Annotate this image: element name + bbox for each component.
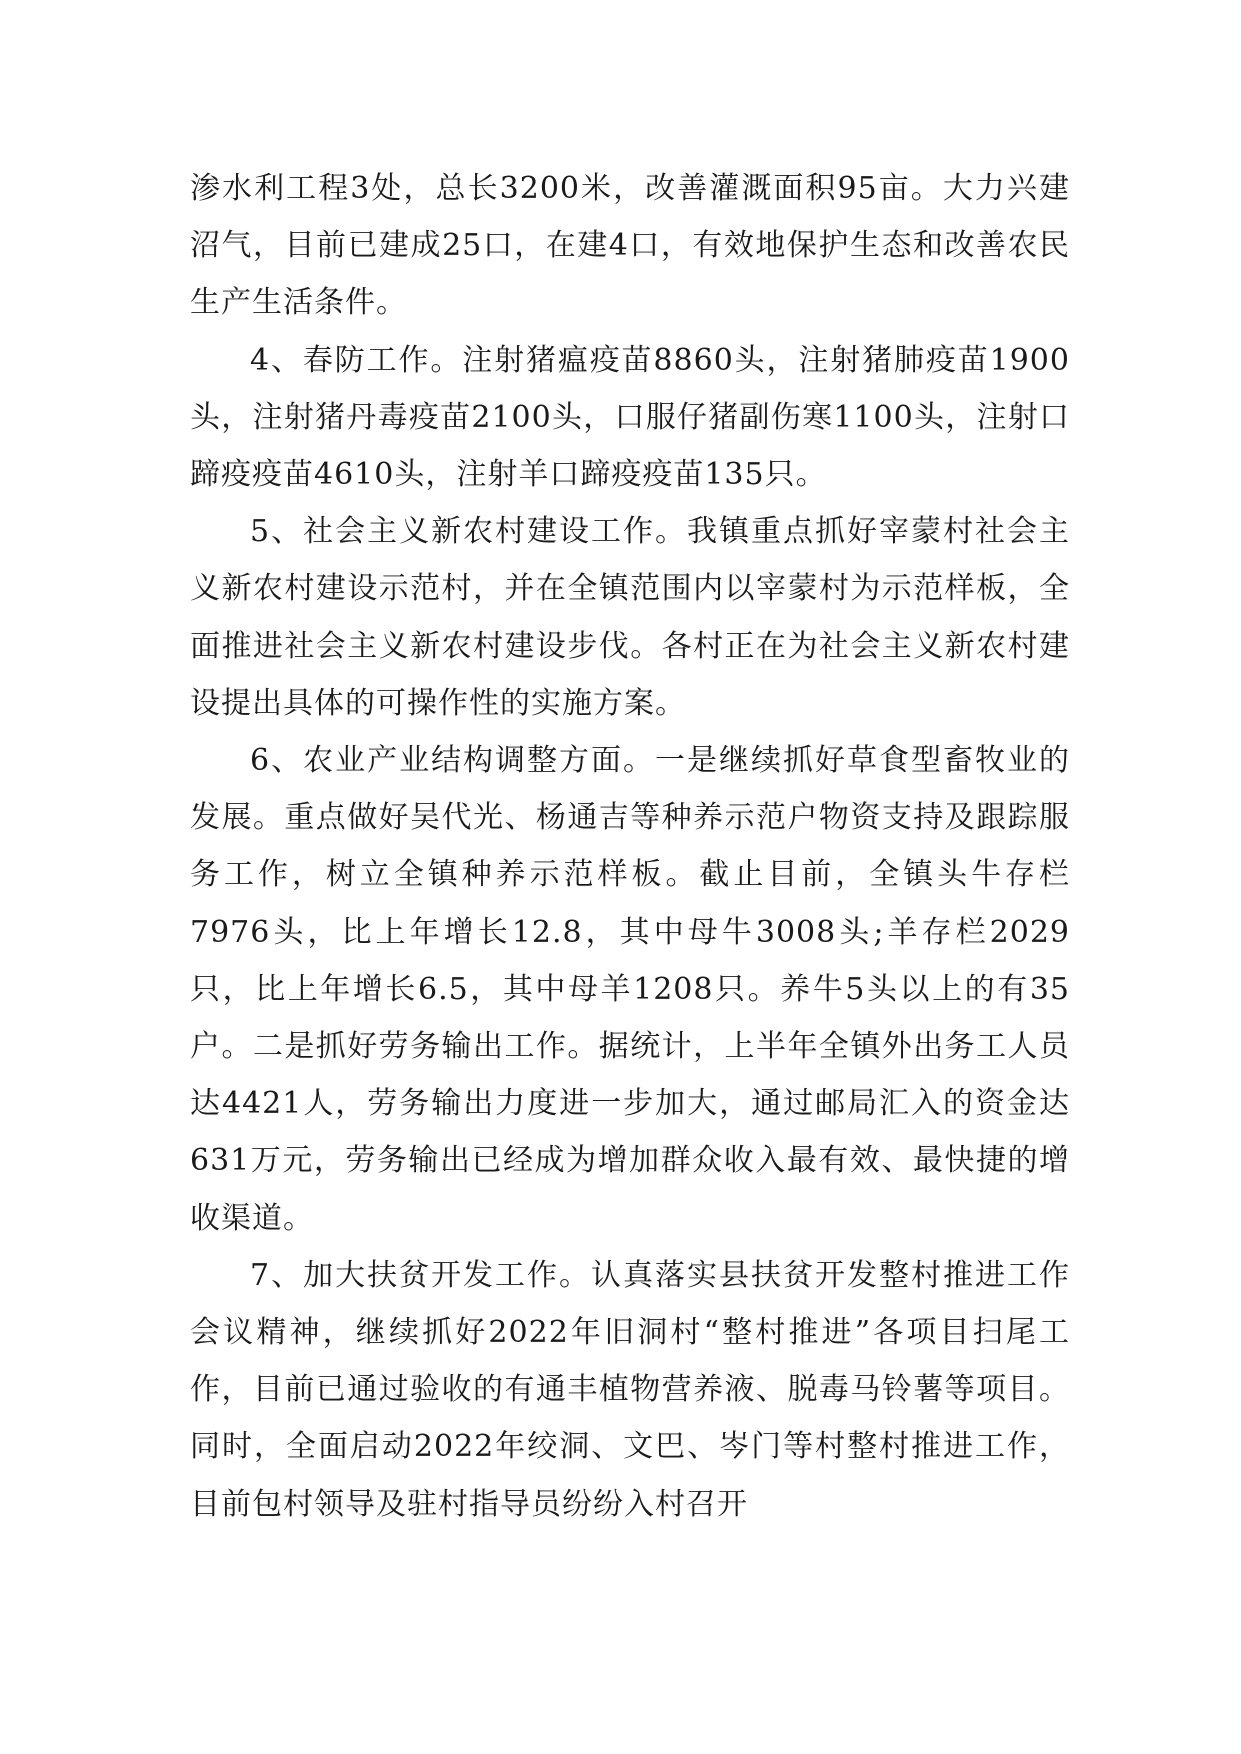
paragraph-spring-epidemic-prevention: 4、春防工作。注射猪瘟疫苗8860头，注射猪肺疫苗1900头，注射猪丹毒疫苗2100头，口服仔猪副伤寒1100头，注射口蹄疫疫苗4610头，注射羊口蹄疫疫苗135只。 xyxy=(190,342,1070,493)
document-body xyxy=(190,160,1070,1533)
paragraph-irrigation-biogas: 渗水利工程3处，总长3200米，改善灌溉面积95亩。大力兴建沼气，目前已建成25口，在建4口，有效地保护生态和改善农民生产生活条件。 xyxy=(190,171,1070,321)
paragraph-new-countryside-construction: 5、社会主义新农村建设工作。我镇重点抓好宰蒙村社会主义新农村建设示范村，并在全镇范围内以宰蒙村为示范样板，全面推进社会主义新农村建设步伐。各村正在为社会主义新农村建设提出具体的可操作性的实施方案。 xyxy=(190,514,1070,721)
paragraph-agricultural-restructuring: 6、农业产业结构调整方面。一是继续抓好草食型畜牧业的发展。重点做好吴代光、杨通吉等种养示范户物资支持及跟踪服务工作，树立全镇种养示范样板。截止目前，全镇头牛存栏7976头，比上年增长12.8，其中母牛3008头;羊存栏2029只，比上年增长6.5，其中母羊1208只。养牛5头以上的有35户。二是抓好劳务输出工作。据统计，上半年全镇外出务工人员达4421人，劳务输出力度进一步加大，通过邮局汇入的资金达631万元，劳务输出已经成为增加群众收入最有效、最快捷的增收渠道。 xyxy=(190,743,1070,1236)
paragraph-poverty-alleviation: 7、加大扶贫开发工作。认真落实县扶贫开发整村推进工作会议精神，继续抓好2022年旧洞村“整村推进”各项目扫尾工作，目前已通过验收的有通丰植物营养液、脱毒马铃薯等项目。同时，全面启动2022年绞洞、文巴、岑门等村整村推进工作，目前包村领导及驻村指导员纷纷入村召开 xyxy=(190,1257,1070,1522)
